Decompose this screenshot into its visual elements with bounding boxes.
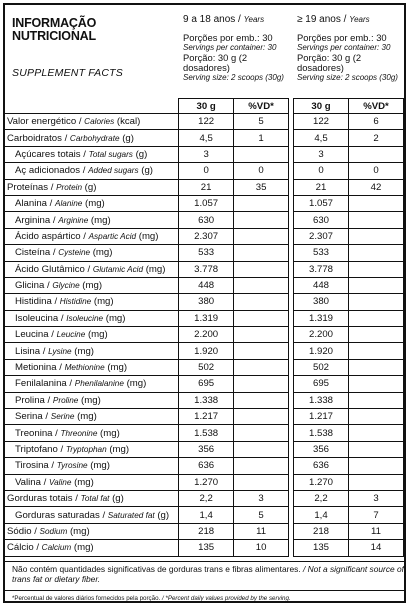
- nutrient-name: [5, 130, 179, 146]
- nutrient-name: [5, 458, 179, 474]
- table-row: [5, 540, 404, 556]
- table-row: [5, 343, 404, 359]
- nutrient-name-en: Leucine: [56, 330, 86, 340]
- nutrient-unit: (mg): [90, 247, 113, 259]
- nutrient-name-en: Carbohydrate: [69, 133, 120, 143]
- servings-en: Servings per container: 30: [183, 43, 277, 52]
- divider: [5, 590, 404, 591]
- dv-note: [12, 595, 291, 602]
- amount-19-plus: 135: [294, 540, 349, 556]
- table-row: [5, 179, 404, 195]
- nutrient-unit: (mg): [143, 263, 166, 275]
- table-row: [5, 458, 404, 474]
- amount-9-18: 1,4: [179, 507, 234, 523]
- portion-en: Serving size: 2 scoops (30g): [183, 73, 284, 82]
- amount-9-18: 1.057: [179, 195, 234, 211]
- group-age-en: Years: [349, 15, 370, 24]
- dv-9-18: [234, 327, 289, 343]
- title-line-1: INFORMAÇÃO: [12, 16, 97, 30]
- nutrient-name-en: Histidine: [59, 297, 92, 307]
- amount-9-18: 0: [179, 163, 234, 179]
- table-row: [5, 392, 404, 408]
- portion-pt: Porção: 30 g (2 dosadores): [297, 52, 362, 73]
- dv-9-18: [234, 146, 289, 162]
- nutrient-name: [5, 146, 179, 162]
- nutrient-unit: (g): [138, 165, 153, 177]
- nutrient-unit: (g): [119, 132, 134, 144]
- amount-9-18: 2.307: [179, 228, 234, 244]
- table-row: [5, 114, 404, 130]
- dv-19-plus: [348, 359, 403, 375]
- amount-9-18: 630: [179, 212, 234, 228]
- nutrient-name-pt: Proteínas /: [7, 181, 57, 193]
- amount-19-plus: 448: [294, 277, 349, 293]
- nutrient-name: [5, 261, 179, 277]
- title: [12, 17, 96, 43]
- table-row: [5, 245, 404, 261]
- servings-en: Servings per container: 30: [297, 43, 391, 52]
- nutrient-unit: (mg): [88, 214, 111, 226]
- dv-9-18: [234, 228, 289, 244]
- amount-19-plus: 2,2: [294, 490, 349, 506]
- amount-9-18: 356: [179, 441, 234, 457]
- nutrient-name-pt: Prolina /: [15, 394, 53, 406]
- dv-9-18: [234, 310, 289, 326]
- dv-9-18: [234, 212, 289, 228]
- nutrient-unit: (g): [154, 509, 170, 521]
- dv-9-18: [234, 359, 289, 375]
- dv-note-en: / *Percent daily values provided by the serving.: [161, 595, 291, 602]
- nutrient-name: [5, 310, 179, 326]
- dv-9-18: [234, 277, 289, 293]
- amount-19-plus: 636: [294, 458, 349, 474]
- amount-19-plus: 1.217: [294, 409, 349, 425]
- nutrient-name: [5, 277, 179, 293]
- nutrient-name-en: Calcium: [41, 543, 72, 553]
- amount-9-18: 135: [179, 540, 234, 556]
- dv-19-plus: 6: [348, 114, 403, 130]
- nutrient-name-en: Proline: [52, 395, 79, 405]
- amount-19-plus: 122: [294, 114, 349, 130]
- nutrient-name-pt: Metionina /: [15, 362, 65, 374]
- dv-9-18: 11: [234, 523, 289, 539]
- dv-19-plus: 2: [348, 130, 403, 146]
- nutrient-name: [5, 327, 179, 343]
- nutrient-name-pt: Arginina /: [15, 214, 59, 226]
- nutrient-name-pt: Treonina /: [15, 427, 61, 439]
- dv-19-plus: [348, 343, 403, 359]
- amount-19-plus: 2.307: [294, 228, 349, 244]
- nutrient-unit: (mg): [85, 329, 108, 341]
- table-row: [5, 490, 404, 506]
- dv-19-plus: 0: [348, 163, 403, 179]
- amount-19-plus: 533: [294, 245, 349, 261]
- dv-9-18: 1: [234, 130, 289, 146]
- dv-9-18: [234, 376, 289, 392]
- subtitle: SUPPLEMENT FACTS: [12, 67, 123, 79]
- nutrient-name-pt: Açúcares totais /: [15, 148, 89, 160]
- dv-19-plus: [348, 474, 403, 490]
- amount-19-plus: 21: [294, 179, 349, 195]
- dv-19-plus: [348, 441, 403, 457]
- nutrient-name-pt: Carboidratos /: [7, 132, 70, 144]
- table-row: [5, 310, 404, 326]
- dv-19-plus: [348, 245, 403, 261]
- nutrient-name: [5, 409, 179, 425]
- portion-pt: Porção: 30 g (2 dosadores): [183, 52, 248, 73]
- dv-19-plus: [348, 310, 403, 326]
- table-row: [5, 425, 404, 441]
- table-row: [5, 523, 404, 539]
- dv-9-18: 10: [234, 540, 289, 556]
- table-row: [5, 163, 404, 179]
- nutrient-name-en: Glycine: [52, 281, 80, 291]
- nutrient-name: [5, 212, 179, 228]
- dv-9-18: 35: [234, 179, 289, 195]
- nutrient-name-pt: Glicina /: [15, 280, 53, 292]
- amount-9-18: 502: [179, 359, 234, 375]
- nutrient-name-en: Tyrosine: [56, 461, 88, 471]
- nutrient-name-pt: Valina /: [15, 476, 49, 488]
- nutrient-name-en: Calories: [84, 117, 115, 127]
- nutrient-name: [5, 245, 179, 261]
- amount-19-plus: 0: [294, 163, 349, 179]
- amount-9-18: 1.920: [179, 343, 234, 359]
- nutrient-name-en: Arginine: [58, 215, 89, 225]
- nutrient-name-en: Isoleucine: [66, 313, 104, 323]
- servings-pt: Porções por emb.: 30: [183, 32, 273, 43]
- table-row: [5, 359, 404, 375]
- nutrient-name-pt: Aç adicionados /: [15, 165, 89, 177]
- amount-19-plus: 2.200: [294, 327, 349, 343]
- dv-19-plus: [348, 327, 403, 343]
- amount-9-18: 448: [179, 277, 234, 293]
- nutrient-name-pt: Tirosina /: [15, 460, 57, 472]
- amount-9-18: 3.778: [179, 261, 234, 277]
- table-header-row: [5, 99, 404, 114]
- nutrient-name: [5, 114, 179, 130]
- amount-9-18: 1.538: [179, 425, 234, 441]
- nutrient-name-pt: Sódio /: [7, 525, 40, 537]
- group-age: ≥ 19 anos: [297, 14, 341, 25]
- group-age: 9 a 18 anos: [183, 14, 236, 25]
- nutrient-unit: (mg): [87, 460, 110, 472]
- table-row: [5, 376, 404, 392]
- nutrient-unit: (mg): [103, 312, 126, 324]
- amount-19-plus: 630: [294, 212, 349, 228]
- nutrient-name-en: Alanine: [55, 199, 83, 209]
- table-row: [5, 228, 404, 244]
- nutrient-name: [5, 294, 179, 310]
- group-age-en: Years: [243, 15, 265, 24]
- title-line-2: NUTRICIONAL: [12, 29, 96, 43]
- nutrient-name-en: Total sugars: [88, 149, 133, 159]
- dv-19-plus: [348, 228, 403, 244]
- dv-9-18: [234, 392, 289, 408]
- nutrient-name-en: Methionine: [64, 363, 105, 373]
- table-row: [5, 212, 404, 228]
- nutrient-name: [5, 343, 179, 359]
- nutrient-unit: (g): [132, 148, 148, 160]
- nutrient-name-en: Protein: [56, 182, 83, 192]
- col-amount-header: 30 g: [179, 99, 234, 114]
- amount-9-18: 533: [179, 245, 234, 261]
- amount-19-plus: 218: [294, 523, 349, 539]
- nutrient-name: [5, 195, 179, 211]
- trans-note-en: / Not a significant source of trans fat or dietary fiber.: [12, 564, 404, 584]
- amount-9-18: 636: [179, 458, 234, 474]
- dv-19-plus: 3: [348, 490, 403, 506]
- group-19-plus: ≥ 19 anos / Years Porções por emb.: 30 Servings per container: 30 Porção: 30 g (2 dosadores) Serving size: 2 scoops (30g): [297, 14, 407, 83]
- servings-pt: Porções por emb.: 30: [297, 32, 387, 43]
- nutrient-unit: (mg): [82, 198, 105, 210]
- nutrient-name: [5, 540, 179, 556]
- nutrient-unit: (kcal): [114, 116, 141, 128]
- amount-9-18: 380: [179, 294, 234, 310]
- nutrient-name-pt: Ácido aspártico /: [15, 230, 89, 242]
- nutrient-unit: (g): [82, 181, 97, 193]
- nutrient-name-pt: Serina /: [15, 411, 51, 423]
- dv-9-18: [234, 343, 289, 359]
- nutrient-unit: (mg): [79, 280, 103, 292]
- nutrient-name-en: Cysteine: [58, 248, 91, 258]
- amount-19-plus: 502: [294, 359, 349, 375]
- nutrient-name: [5, 490, 179, 506]
- amount-9-18: 122: [179, 114, 234, 130]
- amount-19-plus: 4,5: [294, 130, 349, 146]
- dv-19-plus: 7: [348, 507, 403, 523]
- nutrient-name-pt: Ácido Glutâmico /: [15, 263, 93, 275]
- dv-19-plus: [348, 294, 403, 310]
- nutrient-name-pt: Fenilalanina /: [15, 378, 75, 390]
- dv-19-plus: [348, 409, 403, 425]
- dv-9-18: [234, 425, 289, 441]
- dv-19-plus: 14: [348, 540, 403, 556]
- amount-19-plus: 1.338: [294, 392, 349, 408]
- nutrient-unit: (mg): [71, 345, 94, 357]
- nutrient-unit: (mg): [91, 296, 114, 308]
- nutrient-unit: (mg): [104, 362, 128, 374]
- dv-19-plus: [348, 195, 403, 211]
- nutrient-name-en: Sodium: [39, 526, 68, 536]
- nutrient-name-pt: Lisina /: [15, 345, 49, 357]
- table-row: [5, 409, 404, 425]
- amount-9-18: 3: [179, 146, 234, 162]
- nutrient-name-en: Added sugars: [88, 166, 139, 176]
- nutrient-unit: (g): [109, 493, 124, 505]
- dv-9-18: 3: [234, 490, 289, 506]
- dv-note-pt: *Percentual de valores diários fornecidos pela porção.: [12, 595, 161, 602]
- header: [5, 5, 404, 101]
- dv-9-18: [234, 474, 289, 490]
- dv-9-18: 5: [234, 507, 289, 523]
- nutrient-name: [5, 376, 179, 392]
- dv-19-plus: [348, 277, 403, 293]
- dv-19-plus: [348, 376, 403, 392]
- dv-19-plus: [348, 392, 403, 408]
- amount-9-18: 2,2: [179, 490, 234, 506]
- nutrient-name-pt: Gorduras saturadas /: [15, 509, 108, 521]
- dv-19-plus: 11: [348, 523, 403, 539]
- dv-9-18: [234, 261, 289, 277]
- table-row: [5, 261, 404, 277]
- amount-19-plus: 3: [294, 146, 349, 162]
- nutrient-name-pt: Gorduras totais /: [7, 493, 81, 505]
- col-amount-header: 30 g: [294, 99, 349, 114]
- amount-19-plus: 356: [294, 441, 349, 457]
- amount-9-18: 1.217: [179, 409, 234, 425]
- nutrient-unit: (mg): [74, 411, 97, 423]
- amount-9-18: 1.319: [179, 310, 234, 326]
- nutrient-name-pt: Leucina /: [15, 329, 57, 341]
- amount-19-plus: 1.057: [294, 195, 349, 211]
- table-row: [5, 146, 404, 162]
- dv-9-18: [234, 409, 289, 425]
- nutrient-name-en: Serine: [50, 412, 75, 422]
- nutrient-name: [5, 425, 179, 441]
- table-row: [5, 327, 404, 343]
- nutrient-unit: (mg): [71, 476, 94, 488]
- table-row: [5, 507, 404, 523]
- nutrient-name-pt: Alanina /: [15, 198, 56, 210]
- nutrient-name-pt: Valor energético /: [7, 116, 85, 128]
- nutrient-name-en: Total fat: [80, 494, 110, 504]
- dv-19-plus: [348, 212, 403, 228]
- nutrient-name-en: Saturated fat: [107, 510, 155, 520]
- nutrient-name-pt: Isoleucina /: [15, 312, 67, 324]
- dv-19-plus: [348, 261, 403, 277]
- dv-9-18: 5: [234, 114, 289, 130]
- amount-9-18: 1.270: [179, 474, 234, 490]
- amount-9-18: 21: [179, 179, 234, 195]
- dv-9-18: 0: [234, 163, 289, 179]
- nutrient-name-pt: Cisteína /: [15, 247, 59, 259]
- dv-19-plus: [348, 425, 403, 441]
- table-row: [5, 277, 404, 293]
- dv-19-plus: [348, 146, 403, 162]
- nutrient-name-en: Lysine: [48, 346, 72, 356]
- nutrient-name: [5, 228, 179, 244]
- amount-19-plus: 3.778: [294, 261, 349, 277]
- footer-note: [12, 564, 404, 584]
- nutrient-unit: (mg): [97, 427, 120, 439]
- amount-9-18: 1.338: [179, 392, 234, 408]
- dv-9-18: [234, 195, 289, 211]
- nutrient-name-en: Tryptophan: [65, 445, 107, 454]
- nutrition-table: [5, 98, 404, 557]
- nutrient-name: [5, 474, 179, 490]
- portion-en: Serving size: 2 scoops (30g): [297, 73, 398, 82]
- nutrient-name: [5, 441, 179, 457]
- col-dv-header: %VD*: [234, 99, 289, 114]
- table-row: [5, 195, 404, 211]
- nutrient-unit: (mg): [136, 230, 159, 242]
- amount-19-plus: 1.538: [294, 425, 349, 441]
- nutrient-name: [5, 163, 179, 179]
- nutrition-facts-panel: [3, 3, 406, 603]
- col-dv-header: %VD*: [348, 99, 403, 114]
- nutrient-name-en: Valine: [48, 477, 72, 487]
- nutrient-unit: (mg): [78, 394, 101, 406]
- amount-19-plus: 1.920: [294, 343, 349, 359]
- nutrient-name-en: Threonine: [60, 428, 98, 438]
- table-row: [5, 130, 404, 146]
- nutrient-name-pt: Histidina /: [15, 296, 60, 308]
- nutrient-name-en: Aspartic Acid: [88, 231, 137, 241]
- dv-9-18: [234, 245, 289, 261]
- table-row: [5, 474, 404, 490]
- amount-9-18: 4,5: [179, 130, 234, 146]
- table-row: [5, 441, 404, 457]
- dv-19-plus: 42: [348, 179, 403, 195]
- nutrient-name-pt: Cálcio /: [7, 542, 42, 554]
- trans-note-pt: Não contém quantidades significativas de gorduras trans e fibras alimentares.: [12, 564, 301, 574]
- table-row: [5, 294, 404, 310]
- dv-9-18: [234, 294, 289, 310]
- amount-19-plus: 1,4: [294, 507, 349, 523]
- amount-19-plus: 380: [294, 294, 349, 310]
- nutrient-name: [5, 392, 179, 408]
- amount-19-plus: 695: [294, 376, 349, 392]
- nutrient-unit: (mg): [123, 378, 147, 390]
- divider: [5, 561, 404, 562]
- nutrient-name: [5, 507, 179, 523]
- nutrient-name: [5, 523, 179, 539]
- dv-9-18: [234, 458, 289, 474]
- amount-19-plus: 1.319: [294, 310, 349, 326]
- nutrient-unit: (mg): [71, 542, 94, 554]
- amount-9-18: 2.200: [179, 327, 234, 343]
- nutrient-name-pt: Triptofano /: [15, 444, 66, 455]
- nutrient-unit: (mg): [67, 525, 90, 537]
- group-9-18: 9 a 18 anos / Years Porções por emb.: 30 Servings per container: 30 Porção: 30 g (2 dosadores) Serving size: 2 scoops (30g): [183, 14, 295, 83]
- amount-9-18: 218: [179, 523, 234, 539]
- nutrient-name: [5, 359, 179, 375]
- nutrient-name-en: Phenilalanine: [74, 379, 124, 389]
- nutrient-name: [5, 179, 179, 195]
- amount-19-plus: 1.270: [294, 474, 349, 490]
- nutrient-name-en: Glutamic Acid: [92, 264, 144, 274]
- amount-9-18: 695: [179, 376, 234, 392]
- nutrient-unit: (mg): [106, 444, 130, 455]
- dv-19-plus: [348, 458, 403, 474]
- dv-9-18: [234, 441, 289, 457]
